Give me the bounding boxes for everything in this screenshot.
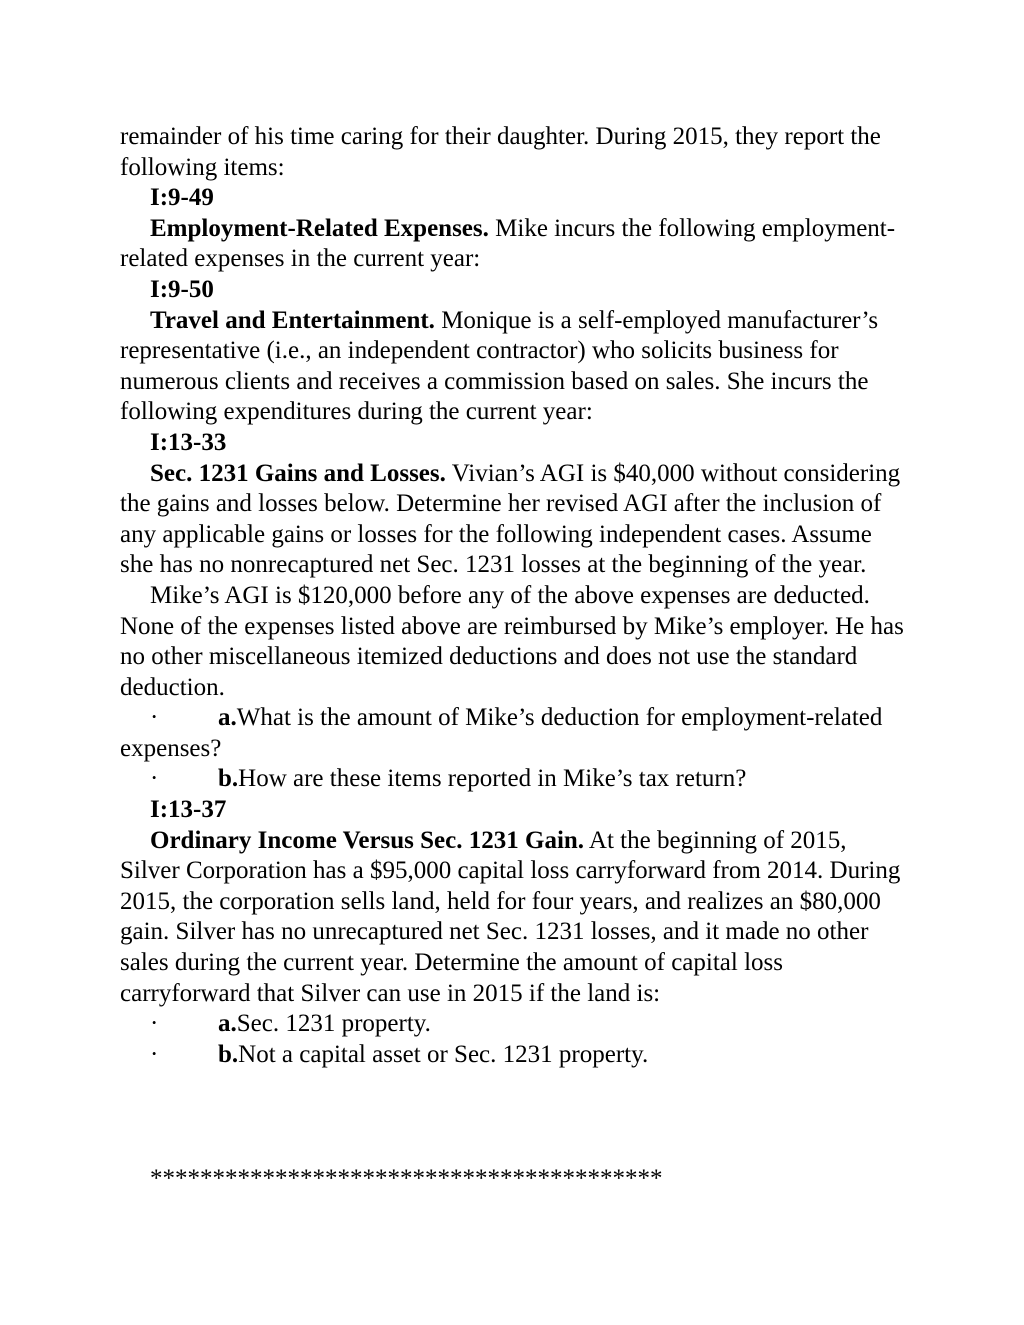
item-label: a. — [218, 704, 237, 732]
problem-id: I:13-37 — [150, 796, 227, 824]
item-label: b. — [218, 765, 239, 793]
problem-paragraph — [120, 214, 910, 275]
document-body — [120, 122, 910, 1070]
intro-paragraph: remainder of his time caring for their daughter. During 2015, they report the following items: — [120, 123, 881, 181]
problem-id: I:9-50 — [150, 275, 214, 303]
bullet-icon: · — [150, 1040, 159, 1068]
bullet-icon: · — [150, 765, 159, 793]
list-item — [120, 1040, 910, 1071]
problem-text: Monique is a self-employed manufacturer’s representative (i.e., an independent contractor) who solicits business for numerous clients and receives a commission based on sales. She incurs the following expenditures during the current year: — [120, 306, 879, 426]
problem-title: Travel and Entertainment. — [150, 306, 435, 334]
problem-paragraph — [120, 306, 910, 428]
problem-title: Sec. 1231 Gains and Losses. — [150, 459, 446, 487]
problem-id: I:13-33 — [150, 428, 227, 456]
problem-text: At the beginning of 2015, Silver Corporation has a $95,000 capital loss carryforward from 2014. During 2015, the corporation sells land, held for four years, and realizes an $80,000 gain. Silver has no unrecaptured net Sec. 1231 losses, and it made no other sales during the current year. Determine the amount of capital loss carryforward that Silver can use in 2015 if the land is: — [120, 826, 901, 1007]
item-label: b. — [218, 1040, 239, 1068]
separator-line: ***************************************** — [150, 1165, 663, 1192]
item-text: How are these items reported in Mike’s tax return? — [238, 765, 747, 793]
item-text: Sec. 1231 property. — [236, 1010, 431, 1038]
problem-paragraph — [120, 459, 910, 581]
list-item — [120, 764, 910, 795]
list-item — [120, 1009, 910, 1040]
mike-paragraph: Mike’s AGI is $120,000 before any of the above expenses are deducted. None of the expenses listed above are reimbursed by Mike’s employer. He has no other miscellaneous itemized deductions and does not use the standard deduction. — [120, 581, 904, 701]
problem-title: Ordinary Income Versus Sec. 1231 Gain. — [150, 826, 585, 854]
problem-text: Mike incurs the following employment-related expenses in the current year: — [120, 214, 896, 273]
bullet-icon: · — [150, 1010, 159, 1038]
problem-text: Vivian’s AGI is $40,000 without considering the gains and losses below. Determine her revised AGI after the inclusion of any applicable gains or losses for the following independent cases. Assume she has no nonrecaptured net Sec. 1231 losses at the beginning of the year. — [120, 459, 901, 579]
problem-paragraph — [120, 826, 910, 1010]
item-text: What is the amount of Mike’s deduction for employment-related expenses? — [120, 704, 883, 762]
list-item — [120, 703, 910, 764]
item-label: a. — [218, 1010, 237, 1038]
problem-title: Employment-Related Expenses. — [150, 214, 489, 242]
problem-id: I:9-49 — [150, 184, 214, 212]
bullet-icon: · — [150, 704, 159, 732]
item-text: Not a capital asset or Sec. 1231 property. — [238, 1040, 649, 1068]
